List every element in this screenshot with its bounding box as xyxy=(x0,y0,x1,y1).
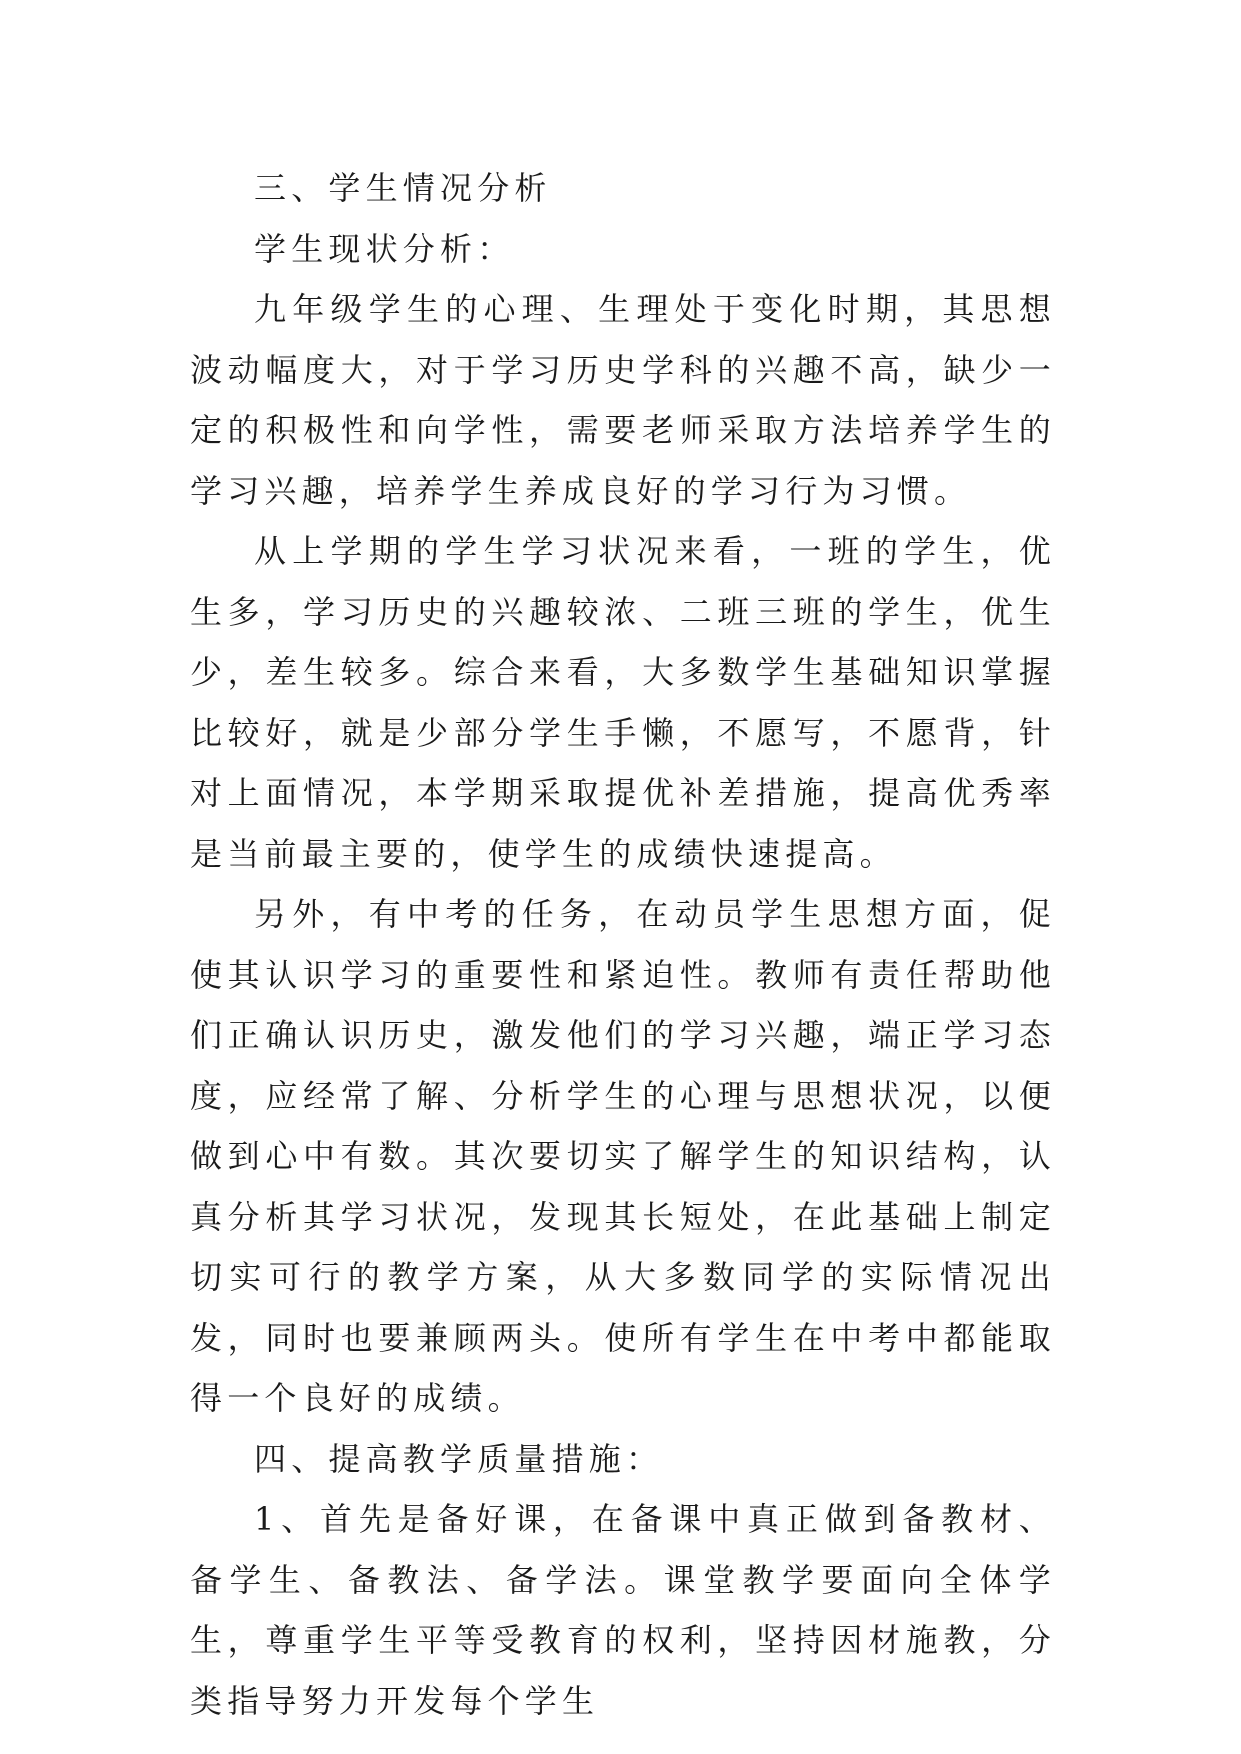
document-body xyxy=(190,158,1056,1731)
section-heading-student-analysis: 三、学生情况分析 xyxy=(254,169,552,207)
subheading-current-status: 学生现状分析： xyxy=(254,229,515,268)
paragraph-last-semester-status: 从上学期的学生学习状况来看，一班的学生，优生多，学习历史的兴趣较浓、二班三班的学生，优生少，差生较多。综合来看，大多数学生基础知识掌握比较好，就是少部分学生手懒，不愿写，不愿背，针对上面情况，本学期采取提优补差措施，提高优秀率是当前最主要的，使学生的成绩快速提高。 xyxy=(190,532,1056,873)
paragraph-grade-nine-students: 九年级学生的心理、生理处于变化时期，其思想波动幅度大，对于学习历史学科的兴趣不高，缺少一定的积极性和向学性，需要老师采取方法培养学生的学习兴趣，培养学生养成良好的学习行为习惯。 xyxy=(190,290,1056,510)
paragraph-exam-task: 另外，有中考的任务，在动员学生思想方面，促使其认识学习的重要性和紧迫性。教师有责任帮助他们正确认识历史，激发他们的学习兴趣，端正学习态度，应经常了解、分析学生的心理与思想状况，以便做到心中有数。其次要切实了解学生的知识结构，认真分析其学习状况，发现其长短处，在此基础上制定切实可行的教学方案，从大多数同学的实际情况出发，同时也要兼顾两头。使所有学生在中考中都能取得一个良好的成绩。 xyxy=(190,895,1056,1417)
section-heading-quality-measures: 四、提高教学质量措施： xyxy=(254,1439,664,1478)
paragraph-lesson-preparation: 1、首先是备好课，在备课中真正做到备教材、备学生、备教法、备学法。课堂教学要面向全体学生，尊重学生平等受教育的权利，坚持因材施教，分类指导努力开发每个学生 xyxy=(190,1500,1056,1720)
